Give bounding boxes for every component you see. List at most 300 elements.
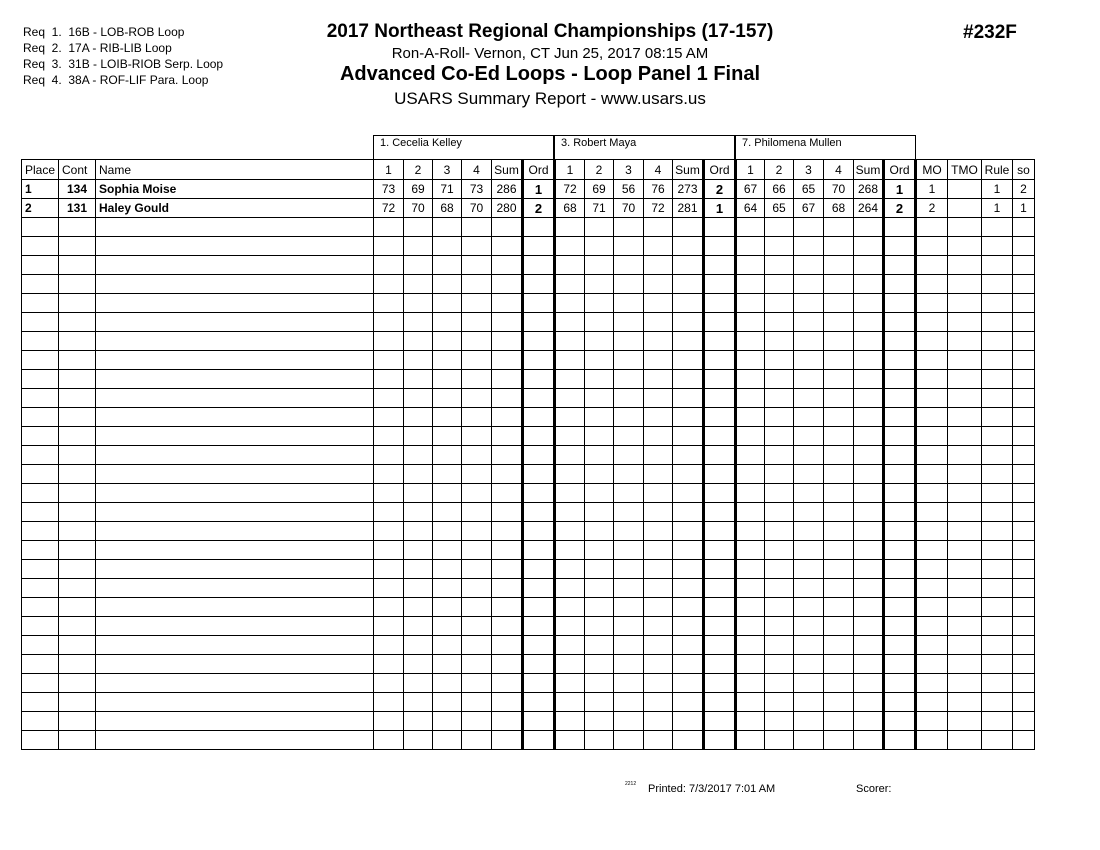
empty-cell [1013, 484, 1035, 503]
empty-cell [96, 560, 374, 579]
empty-cell [916, 598, 948, 617]
empty-cell [704, 389, 736, 408]
empty-cell [916, 712, 948, 731]
empty-row [22, 275, 1035, 294]
empty-cell [765, 351, 794, 370]
empty-cell [644, 522, 673, 541]
empty-cell [462, 408, 492, 427]
empty-cell [523, 598, 555, 617]
empty-cell [523, 408, 555, 427]
scorer-label: Scorer: [856, 783, 892, 795]
empty-cell [854, 427, 884, 446]
empty-cell [614, 218, 644, 237]
empty-cell [96, 427, 374, 446]
empty-cell [736, 617, 765, 636]
empty-cell [404, 731, 433, 750]
empty-cell [433, 731, 462, 750]
empty-cell [614, 256, 644, 275]
empty-cell [404, 636, 433, 655]
empty-cell [96, 275, 374, 294]
empty-cell [59, 674, 96, 693]
requirement-line: Req 2. 17A - RIB-LIB Loop [23, 41, 172, 55]
empty-cell [59, 636, 96, 655]
empty-cell [492, 731, 523, 750]
empty-cell [1013, 370, 1035, 389]
empty-cell [736, 256, 765, 275]
empty-cell [704, 636, 736, 655]
empty-cell [794, 503, 824, 522]
empty-cell [523, 617, 555, 636]
empty-cell [404, 598, 433, 617]
empty-cell [492, 313, 523, 332]
score-cell: 72 [644, 199, 673, 218]
empty-cell [948, 294, 982, 313]
empty-cell [736, 731, 765, 750]
score-3-header: 3 [614, 160, 644, 180]
empty-cell [22, 351, 59, 370]
empty-cell [824, 731, 854, 750]
empty-cell [704, 408, 736, 427]
empty-cell [948, 617, 982, 636]
empty-cell [22, 218, 59, 237]
empty-row [22, 484, 1035, 503]
empty-cell [704, 484, 736, 503]
empty-cell [374, 712, 404, 731]
empty-cell [585, 332, 614, 351]
empty-cell [982, 408, 1013, 427]
empty-cell [614, 522, 644, 541]
empty-cell [704, 237, 736, 256]
empty-cell [614, 351, 644, 370]
empty-cell [854, 712, 884, 731]
score-cell: 69 [585, 180, 614, 199]
empty-cell [948, 446, 982, 465]
printed-date: Printed: 7/3/2017 7:01 AM [648, 783, 776, 795]
score-cell: 73 [374, 180, 404, 199]
empty-cell [673, 617, 704, 636]
empty-cell [433, 275, 462, 294]
empty-cell [794, 693, 824, 712]
empty-cell [854, 674, 884, 693]
empty-cell [96, 408, 374, 427]
judge-name: 7. Philomena Mullen [735, 135, 916, 159]
empty-cell [59, 275, 96, 294]
empty-cell [433, 332, 462, 351]
empty-cell [59, 389, 96, 408]
empty-cell [22, 313, 59, 332]
ord-header: Ord [884, 160, 916, 180]
ord-cell: 2 [704, 180, 736, 199]
empty-cell [59, 522, 96, 541]
empty-cell [673, 579, 704, 598]
competition-title: 2017 Northeast Regional Championships (17-157) [326, 21, 774, 42]
empty-cell [948, 579, 982, 598]
empty-cell [523, 446, 555, 465]
empty-cell [916, 351, 948, 370]
empty-cell [854, 541, 884, 560]
empty-cell [614, 237, 644, 256]
empty-cell [59, 294, 96, 313]
empty-cell [794, 712, 824, 731]
empty-cell [59, 332, 96, 351]
empty-cell [644, 427, 673, 446]
score-3-header: 3 [794, 160, 824, 180]
empty-cell [884, 655, 916, 674]
empty-cell [22, 617, 59, 636]
empty-cell [1013, 256, 1035, 275]
empty-row [22, 256, 1035, 275]
empty-row [22, 560, 1035, 579]
empty-cell [644, 503, 673, 522]
empty-cell [523, 560, 555, 579]
empty-cell [22, 275, 59, 294]
empty-cell [433, 579, 462, 598]
empty-cell [916, 484, 948, 503]
empty-cell [1013, 674, 1035, 693]
empty-cell [96, 598, 374, 617]
empty-cell [644, 218, 673, 237]
empty-cell [433, 351, 462, 370]
empty-cell [585, 541, 614, 560]
empty-cell [462, 522, 492, 541]
empty-row [22, 541, 1035, 560]
empty-cell [585, 674, 614, 693]
empty-cell [948, 712, 982, 731]
empty-cell [704, 256, 736, 275]
empty-cell [555, 408, 585, 427]
empty-cell [555, 313, 585, 332]
empty-cell [1013, 636, 1035, 655]
empty-cell [59, 465, 96, 484]
empty-cell [59, 598, 96, 617]
empty-cell [794, 446, 824, 465]
sum-cell: 286 [492, 180, 523, 199]
empty-cell [433, 408, 462, 427]
empty-cell [1013, 541, 1035, 560]
empty-cell [374, 731, 404, 750]
empty-cell [1013, 237, 1035, 256]
empty-cell [614, 446, 644, 465]
empty-cell [673, 636, 704, 655]
empty-cell [22, 408, 59, 427]
table-row [22, 199, 1035, 218]
empty-cell [523, 579, 555, 598]
empty-cell [523, 674, 555, 693]
empty-cell [704, 446, 736, 465]
empty-cell [614, 655, 644, 674]
empty-cell [404, 693, 433, 712]
empty-cell [673, 484, 704, 503]
empty-cell [884, 218, 916, 237]
empty-cell [824, 522, 854, 541]
empty-cell [736, 712, 765, 731]
empty-cell [22, 712, 59, 731]
empty-cell [59, 560, 96, 579]
empty-cell [1013, 408, 1035, 427]
empty-cell [794, 237, 824, 256]
empty-cell [555, 256, 585, 275]
empty-cell [824, 617, 854, 636]
empty-cell [948, 484, 982, 503]
empty-cell [59, 655, 96, 674]
empty-cell [374, 636, 404, 655]
empty-cell [96, 617, 374, 636]
table-row [22, 180, 1035, 199]
empty-cell [765, 237, 794, 256]
empty-cell [644, 313, 673, 332]
empty-cell [982, 389, 1013, 408]
empty-cell [884, 237, 916, 256]
empty-cell [736, 503, 765, 522]
empty-cell [492, 446, 523, 465]
empty-cell [884, 503, 916, 522]
empty-cell [673, 598, 704, 617]
empty-cell [523, 218, 555, 237]
empty-cell [916, 541, 948, 560]
empty-cell [96, 465, 374, 484]
empty-cell [96, 389, 374, 408]
requirement-line: Req 3. 31B - LOIB-RIOB Serp. Loop [23, 57, 224, 71]
empty-cell [982, 674, 1013, 693]
empty-cell [673, 313, 704, 332]
empty-cell [704, 370, 736, 389]
ord-cell: 2 [523, 199, 555, 218]
empty-cell [854, 655, 884, 674]
empty-cell [492, 427, 523, 446]
empty-cell [22, 674, 59, 693]
empty-cell [824, 351, 854, 370]
empty-cell [462, 655, 492, 674]
empty-cell [736, 655, 765, 674]
empty-cell [585, 598, 614, 617]
empty-cell [673, 332, 704, 351]
empty-cell [555, 446, 585, 465]
empty-cell [555, 332, 585, 351]
empty-cell [59, 427, 96, 446]
empty-cell [1013, 598, 1035, 617]
empty-cell [585, 693, 614, 712]
empty-cell [794, 370, 824, 389]
empty-cell [916, 332, 948, 351]
empty-cell [673, 465, 704, 484]
empty-cell [644, 294, 673, 313]
empty-cell [736, 465, 765, 484]
ord-cell: 1 [884, 180, 916, 199]
empty-cell [704, 503, 736, 522]
empty-cell [794, 408, 824, 427]
empty-cell [462, 313, 492, 332]
empty-cell [614, 503, 644, 522]
empty-cell [462, 598, 492, 617]
requirement-line: Req 4. 38A - ROF-LIF Para. Loop [23, 73, 209, 87]
score-cell: 71 [433, 180, 462, 199]
empty-cell [736, 427, 765, 446]
empty-cell [644, 370, 673, 389]
empty-cell [884, 446, 916, 465]
empty-cell [854, 636, 884, 655]
empty-cell [854, 522, 884, 541]
empty-cell [462, 693, 492, 712]
empty-cell [462, 484, 492, 503]
empty-cell [96, 693, 374, 712]
empty-cell [614, 427, 644, 446]
empty-cell [736, 237, 765, 256]
place-header: Place [22, 160, 59, 180]
empty-cell [916, 218, 948, 237]
empty-cell [673, 731, 704, 750]
empty-cell [22, 655, 59, 674]
score-cell: 68 [433, 199, 462, 218]
empty-row [22, 598, 1035, 617]
empty-cell [673, 218, 704, 237]
empty-cell [736, 598, 765, 617]
empty-cell [523, 427, 555, 446]
empty-cell [854, 389, 884, 408]
judge-name: 1. Cecelia Kelley [373, 135, 554, 159]
empty-cell [794, 541, 824, 560]
empty-cell [673, 541, 704, 560]
empty-cell [585, 731, 614, 750]
tmo-cell [948, 199, 982, 218]
venue-date: Ron-A-Roll- Vernon, CT Jun 25, 2017 08:15 AM [391, 45, 709, 62]
empty-cell [794, 427, 824, 446]
empty-cell [433, 313, 462, 332]
empty-cell [736, 522, 765, 541]
results-table [21, 159, 1035, 750]
mo-cell: 1 [916, 180, 948, 199]
empty-cell [765, 598, 794, 617]
score-cell: 73 [462, 180, 492, 199]
empty-cell [59, 617, 96, 636]
empty-cell [462, 503, 492, 522]
empty-cell [462, 541, 492, 560]
empty-cell [854, 408, 884, 427]
empty-cell [462, 579, 492, 598]
empty-cell [492, 370, 523, 389]
empty-cell [854, 731, 884, 750]
empty-cell [673, 446, 704, 465]
empty-cell [854, 370, 884, 389]
requirement-line: Req 1. 16B - LOB-ROB Loop [23, 25, 185, 39]
empty-cell [884, 351, 916, 370]
score-cell: 70 [824, 180, 854, 199]
empty-cell [433, 674, 462, 693]
header-row [22, 160, 1035, 180]
empty-cell [22, 294, 59, 313]
empty-cell [916, 256, 948, 275]
empty-cell [948, 693, 982, 712]
empty-cell [644, 389, 673, 408]
empty-cell [614, 693, 644, 712]
empty-cell [614, 636, 644, 655]
so-header: so [1013, 160, 1035, 180]
tmo-header: TMO [948, 160, 982, 180]
empty-cell [765, 522, 794, 541]
empty-cell [1013, 294, 1035, 313]
empty-cell [585, 560, 614, 579]
cont-cell: 134 [59, 180, 96, 199]
empty-cell [59, 237, 96, 256]
empty-cell [824, 237, 854, 256]
form-code: 2212 [625, 781, 637, 787]
empty-cell [22, 256, 59, 275]
empty-cell [585, 446, 614, 465]
empty-cell [824, 598, 854, 617]
empty-cell [673, 294, 704, 313]
empty-row [22, 332, 1035, 351]
empty-row [22, 674, 1035, 693]
empty-cell [22, 484, 59, 503]
empty-cell [462, 427, 492, 446]
empty-cell [765, 465, 794, 484]
empty-cell [794, 579, 824, 598]
empty-cell [824, 712, 854, 731]
empty-cell [585, 351, 614, 370]
empty-cell [1013, 465, 1035, 484]
score-cell: 70 [614, 199, 644, 218]
empty-cell [916, 579, 948, 598]
empty-cell [644, 693, 673, 712]
empty-cell [404, 256, 433, 275]
empty-cell [948, 636, 982, 655]
empty-cell [614, 294, 644, 313]
empty-cell [555, 237, 585, 256]
empty-cell [736, 275, 765, 294]
empty-cell [854, 313, 884, 332]
empty-cell [523, 370, 555, 389]
empty-cell [794, 256, 824, 275]
score-4-header: 4 [644, 160, 673, 180]
empty-cell [22, 560, 59, 579]
empty-cell [523, 332, 555, 351]
empty-cell [462, 294, 492, 313]
empty-cell [736, 579, 765, 598]
empty-cell [404, 617, 433, 636]
empty-cell [884, 579, 916, 598]
results-body [22, 180, 1035, 750]
empty-cell [404, 237, 433, 256]
empty-row [22, 465, 1035, 484]
empty-cell [374, 332, 404, 351]
empty-cell [916, 693, 948, 712]
empty-cell [374, 484, 404, 503]
empty-cell [854, 579, 884, 598]
score-cell: 71 [585, 199, 614, 218]
empty-cell [824, 256, 854, 275]
empty-cell [765, 712, 794, 731]
empty-cell [462, 712, 492, 731]
empty-cell [884, 636, 916, 655]
empty-cell [555, 617, 585, 636]
empty-cell [404, 408, 433, 427]
empty-cell [523, 275, 555, 294]
rule-cell: 1 [982, 199, 1013, 218]
empty-cell [22, 541, 59, 560]
empty-cell [523, 256, 555, 275]
empty-cell [555, 598, 585, 617]
score-cell: 67 [736, 180, 765, 199]
empty-cell [948, 370, 982, 389]
empty-cell [523, 731, 555, 750]
score-cell: 70 [462, 199, 492, 218]
empty-cell [585, 636, 614, 655]
empty-cell [824, 655, 854, 674]
empty-cell [22, 237, 59, 256]
empty-row [22, 522, 1035, 541]
empty-cell [22, 598, 59, 617]
empty-cell [404, 465, 433, 484]
empty-cell [585, 484, 614, 503]
